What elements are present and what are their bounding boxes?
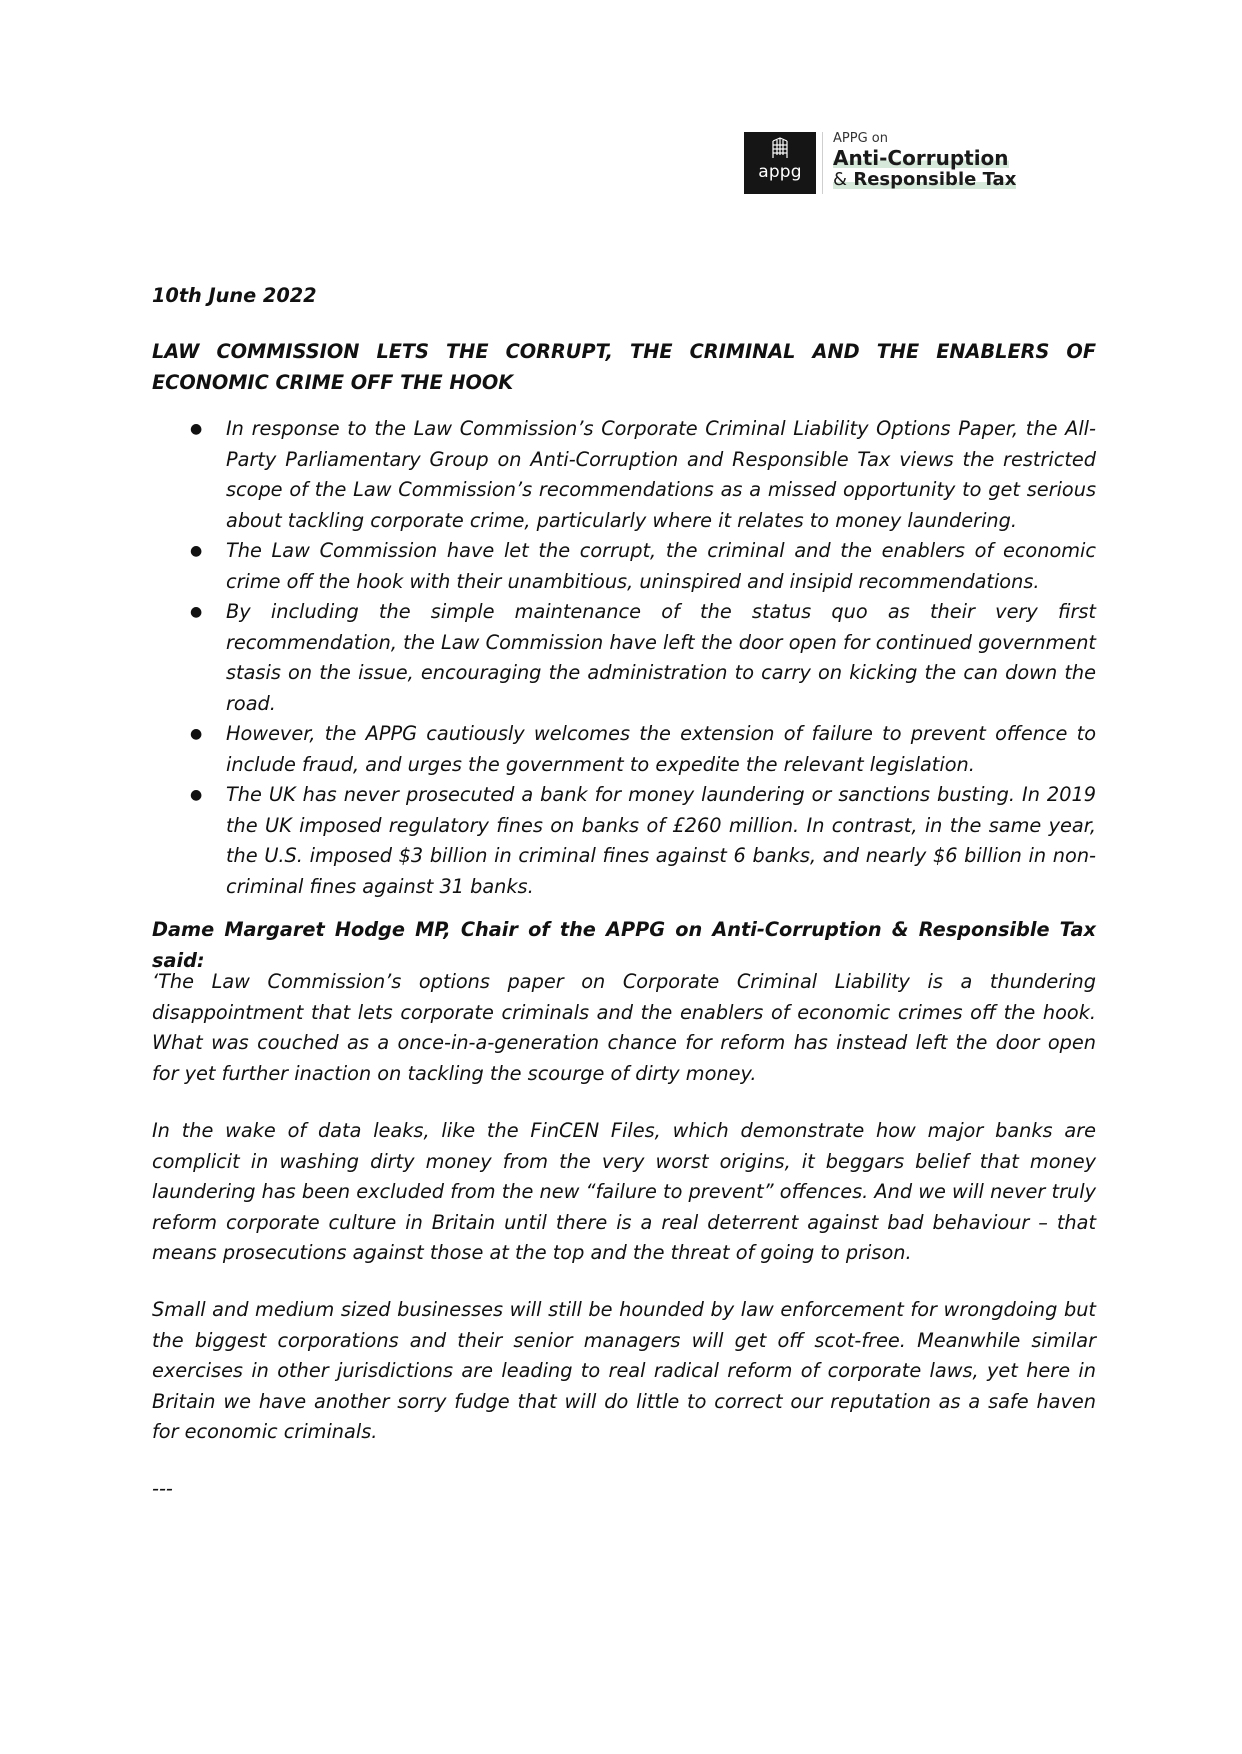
appg-logo bbox=[744, 132, 1016, 196]
bullet-icon: ● bbox=[190, 543, 203, 559]
bullet-icon: ● bbox=[190, 604, 203, 620]
key-point bbox=[152, 597, 1096, 719]
portcullis-icon bbox=[770, 137, 790, 159]
section-separator: --- bbox=[152, 1477, 173, 1500]
key-point-text: The Law Commission have let the corrupt, the criminal and the enablers of economic crime off the hook with their unambitious, uninspired and insipid recommendations. bbox=[226, 539, 1096, 593]
key-point-text: The UK has never prosecuted a bank for money laundering or sanctions busting. In 2019 the UK imposed regulatory fines on banks of £260 million. In contrast, in the same year, the U.S. imposed $3 billion in criminal fines against 6 banks, and nearly $6 billion in non-criminal fines against 31 banks. bbox=[226, 783, 1096, 898]
key-points-list bbox=[152, 414, 1096, 902]
bullet-icon: ● bbox=[190, 421, 203, 437]
headline: LAW COMMISSION LETS THE CORRUPT, THE CRIMINAL AND THE ENABLERS OF ECONOMIC CRIME OFF THE HOOK bbox=[152, 340, 1096, 394]
logo-ampersand: & bbox=[833, 169, 848, 190]
bullet-icon: ● bbox=[190, 787, 203, 803]
key-point bbox=[152, 780, 1096, 902]
appg-logo-mark bbox=[744, 132, 816, 194]
logo-line-1: APPG on bbox=[833, 131, 888, 146]
quote-paragraph: ‘The Law Commission’s options paper on Corporate Criminal Liability is a thundering disappointment that lets corporate criminals and the enablers of economic crimes off the hook. What was couched as a once-in-a-generation chance for reform has instead left the door open for yet further inaction on tackling the scourge of dirty money. bbox=[152, 970, 1096, 1085]
key-point-text: By including the simple maintenance of the status quo as their very first recommendation, the Law Commission have left the door open for continued government stasis on the issue, encouraging the administration to carry on kicking the can down the road. bbox=[226, 600, 1096, 715]
key-point-text: In response to the Law Commission’s Corporate Criminal Liability Options Paper, the All-Party Parliamentary Group on Anti-Corruption and Responsible Tax views the restricted scope of the Law Commission’s recommendations as a missed opportunity to get serious about tackling corporate crime, particularly where it relates to money laundering. bbox=[226, 417, 1096, 532]
quote-paragraph: Small and medium sized businesses will still be hounded by law enforcement for wrongdoing but the biggest corporations and their senior managers will get off scot-free. Meanwhile similar exercises in other jurisdictions are leading to real radical reform of corporate laws, yet here in Britain we have another sorry fudge that will do little to correct our reputation as a safe haven for economic criminals. bbox=[152, 1298, 1096, 1443]
logo-divider bbox=[822, 132, 823, 194]
key-point bbox=[152, 719, 1096, 780]
logo-line-3 bbox=[833, 171, 1016, 189]
logo-mark-text: appg bbox=[758, 162, 802, 182]
logo-line-2: Anti-Corruption bbox=[833, 146, 1009, 170]
quote-paragraph: In the wake of data leaks, like the FinCEN Files, which demonstrate how major banks are complicit in washing dirty money from the very worst origins, it beggars belief that money laundering has been excluded from the new “failure to prevent” offences. And we will never truly reform corporate culture in Britain until there is a real deterrent against bad behaviour – that means prosecutions against those at the top and the threat of going to prison. bbox=[152, 1119, 1096, 1264]
key-point bbox=[152, 536, 1096, 597]
logo-line-3-text: Responsible Tax bbox=[853, 169, 1017, 190]
press-release-date: 10th June 2022 bbox=[152, 284, 317, 307]
key-point bbox=[152, 414, 1096, 536]
quote-attribution: Dame Margaret Hodge MP, Chair of the APPG on Anti-Corruption & Responsible Tax said: bbox=[152, 918, 1096, 972]
bullet-icon: ● bbox=[190, 726, 203, 742]
key-point-text: However, the APPG cautiously welcomes the extension of failure to prevent offence to include fraud, and urges the government to expedite the relevant legislation. bbox=[226, 722, 1096, 776]
logo-wordmark bbox=[833, 132, 1016, 189]
